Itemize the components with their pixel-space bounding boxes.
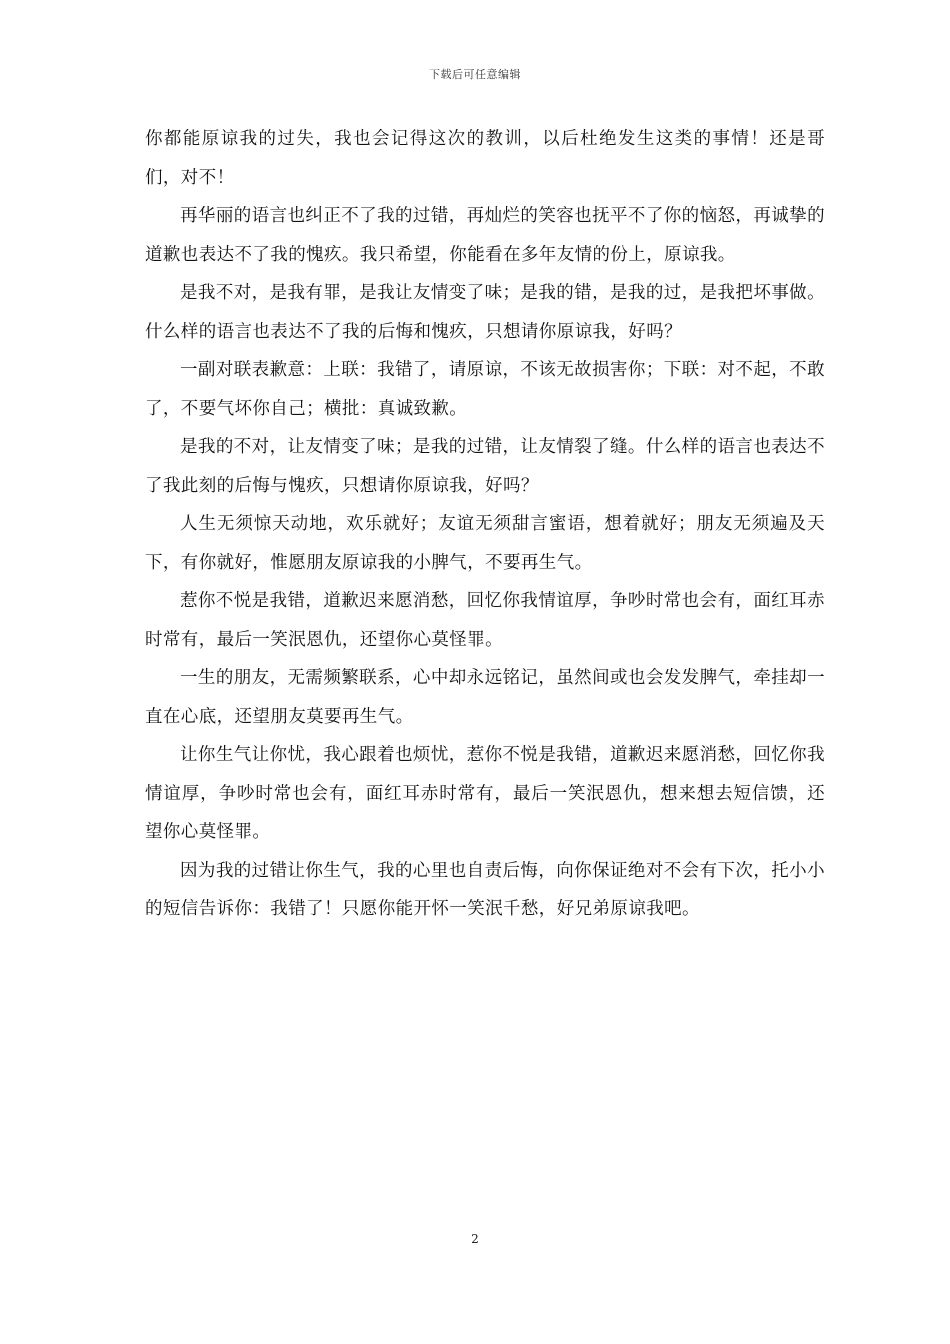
paragraph-9: 让你生气让你忧，我心跟着也烦忧，惹你不悦是我错，道歉迟来愿消愁，回忆你我情谊厚，争吵时常也会有，面红耳赤时常有，最后一笑泯恩仇，想来想去短信馈，还望你心莫怪罪。: [145, 745, 825, 842]
header-note: 下载后可任意编辑: [429, 68, 521, 81]
paragraph-2: 再华丽的语言也纠正不了我的过错，再灿烂的笑容也抚平不了你的恼怒，再诚挚的道歉也表达不了我的愧疚。我只希望，你能看在多年友情的份上，原谅我。: [145, 206, 825, 265]
document-body: [145, 120, 825, 929]
paragraph-10: 因为我的过错让你生气，我的心里也自责后悔，向你保证绝对不会有下次，托小小的短信告诉你：我错了！只愿你能开怀一笑泯千愁，好兄弟原谅我吧。: [145, 860, 825, 919]
paragraph-8: 一生的朋友，无需频繁联系，心中却永远铭记，虽然间或也会发发脾气，牵挂却一直在心底，还望朋友莫要再生气。: [145, 668, 825, 727]
paragraph-3: 是我不对，是我有罪，是我让友情变了味；是我的错，是我的过，是我把坏事做。什么样的语言也表达不了我的后悔和愧疚，只想请你原谅我，好吗？: [145, 283, 825, 342]
paragraph-5: 是我的不对，让友情变了味；是我的过错，让友情裂了缝。什么样的语言也表达不了我此刻的后悔与愧疚，只想请你原谅我，好吗？: [145, 437, 825, 496]
paragraph-4: 一副对联表歉意：上联：我错了，请原谅，不该无故损害你；下联：对不起，不敢了，不要气坏你自己；横批：真诚致歉。: [145, 360, 825, 419]
paragraph-1: 你都能原谅我的过失，我也会记得这次的教训，以后杜绝发生这类的事情！还是哥们，对不！: [145, 129, 825, 188]
paragraph-6: 人生无须惊天动地，欢乐就好；友谊无须甜言蜜语，想着就好；朋友无须遍及天下，有你就好，惟愿朋友原谅我的小脾气，不要再生气。: [145, 514, 825, 573]
paragraph-7: 惹你不悦是我错，道歉迟来愿消愁，回忆你我情谊厚，争吵时常也会有，面红耳赤时常有，最后一笑泯恩仇，还望你心莫怪罪。: [145, 591, 825, 650]
page-number: 2: [471, 1232, 479, 1246]
